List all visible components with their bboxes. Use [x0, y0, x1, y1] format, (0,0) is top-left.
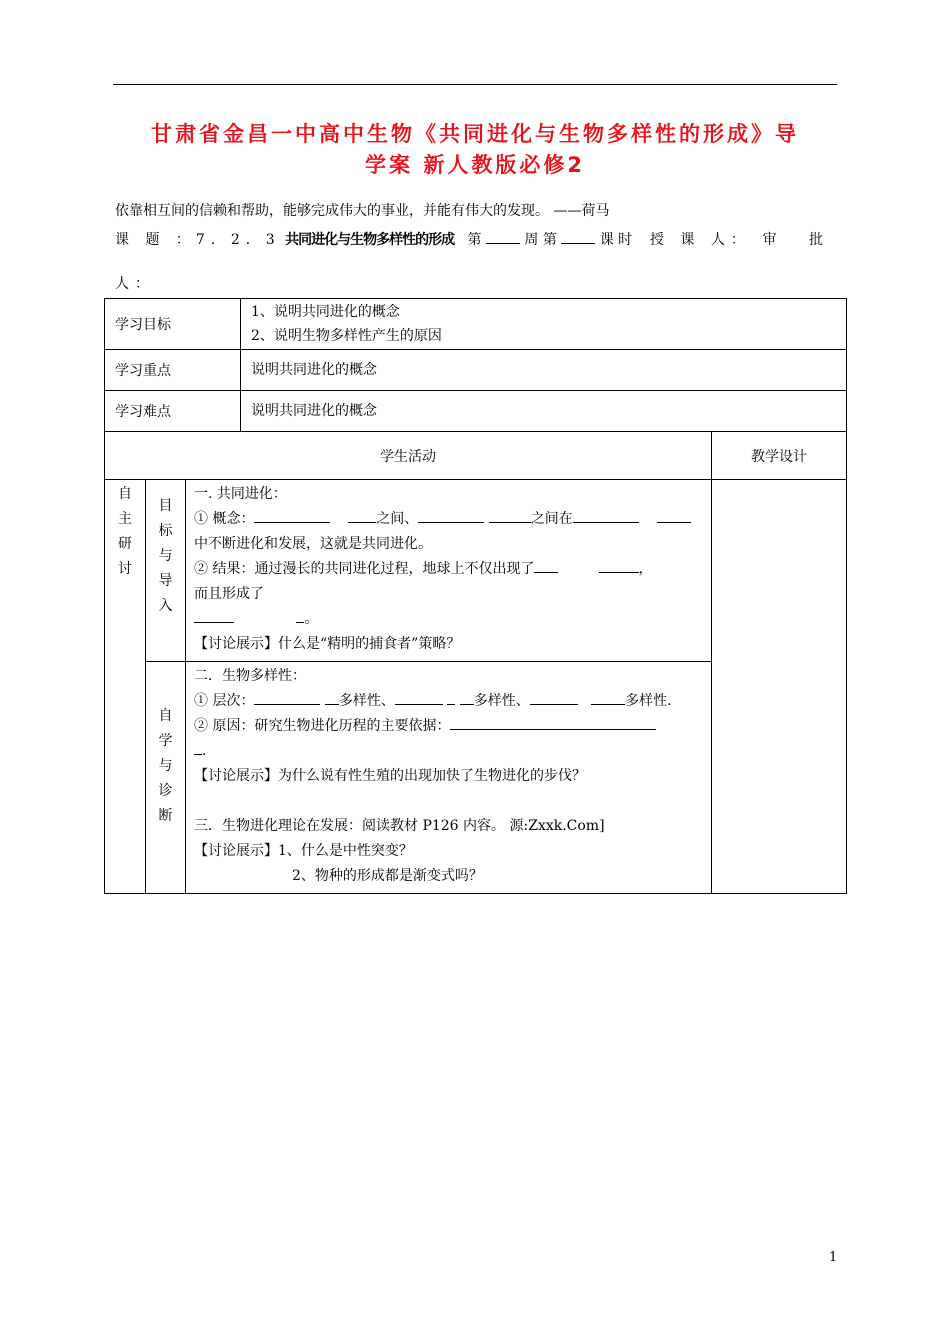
title-line-2: 学案 新人教版必修2 [365, 153, 585, 177]
blank [325, 689, 339, 705]
part3-discussion-line [194, 839, 705, 864]
topic-label: 课 题 ： [115, 232, 196, 248]
result-comma: ， [638, 561, 653, 577]
reason-end: . [202, 743, 207, 759]
blank [460, 689, 474, 705]
blank [254, 507, 330, 523]
concept-mid-2: 之间在 [530, 511, 573, 527]
header-rule [113, 84, 837, 85]
goal-item: 1、说明共同进化的概念 [251, 304, 400, 320]
week-suffix: 周 [524, 232, 539, 248]
table-row [105, 350, 847, 391]
blank [194, 607, 234, 623]
row-value-key-points: 说明共同进化的概念 [241, 350, 847, 391]
period-prefix: 第 [542, 232, 557, 248]
teaching-design-cell [712, 480, 847, 894]
section-self-diagnosis [146, 662, 186, 894]
reason-line [194, 714, 705, 739]
part2-discussion: 【讨论展示】为什么说有性生殖的出现加快了生物进化的步伐？ [194, 768, 586, 784]
table-row [105, 480, 847, 662]
concept-line [194, 507, 705, 532]
levels-item-2: 多样性、 [473, 693, 530, 709]
blank [348, 507, 376, 523]
section-self-diagnosis-label: 自学与诊断 [158, 708, 173, 824]
blank [573, 507, 639, 523]
part3-discussion-label: 【讨论展示】 [194, 843, 278, 859]
header-student-activity: 学生活动 [105, 432, 712, 480]
reason-end-line [194, 739, 705, 764]
blank [447, 689, 455, 705]
blank [489, 507, 531, 523]
table-header-row [105, 432, 847, 480]
blank [254, 689, 320, 705]
blank [418, 507, 484, 523]
levels-item-1: 多样性、 [338, 693, 395, 709]
part1-content [186, 480, 712, 662]
part3-heading: 三．生物进化理论在发展：阅读教材 P126 内容。 [194, 818, 506, 834]
topic-name: 共同进化与生物多样性的形成 [285, 232, 455, 248]
part3-heading-line [194, 814, 705, 839]
table-row [105, 391, 847, 432]
levels-line [194, 689, 705, 714]
row-label-goals: 学习目标 [105, 299, 241, 350]
row-label-difficulties: 学习难点 [105, 391, 241, 432]
section-goal-intro [146, 480, 186, 662]
blank [599, 557, 639, 573]
section-self-study-label: 自主研讨 [118, 486, 132, 577]
study-plan-table [104, 298, 847, 894]
result-end: 。 [304, 611, 319, 627]
week-prefix: 第 [467, 232, 482, 248]
part3-question-1: 1、什么是中性突变？ [278, 843, 413, 859]
course-info-line [115, 229, 837, 251]
section-goal-intro-label: 目标与导入 [158, 498, 173, 614]
levels-item-3: 多样性. [625, 693, 672, 709]
blank [194, 739, 202, 755]
section-self-study [105, 480, 146, 894]
part2-heading: 二．生物多样性： [194, 668, 306, 684]
part2-content [186, 662, 712, 894]
approver-label: 审 批 [762, 232, 837, 248]
concept-mid-1: 之间、 [376, 511, 419, 527]
result-cont: 而且形成了 [194, 586, 264, 602]
week-blank [486, 229, 520, 244]
title-line-1: 甘肃省金昌一中高中生物《共同进化与生物多样性的形成》导 [151, 122, 799, 146]
result-label: ② 结果：通过漫长的共同进化过程，地球上不仅出现了 [194, 561, 535, 577]
row-value-goals [241, 299, 847, 350]
reason-label: ② 原因：研究生物进化历程的主要依据： [194, 718, 451, 734]
approver-label-cont: 人： [115, 276, 155, 292]
concept-end: 中不断进化和发展，这就是共同进化。 [194, 536, 432, 552]
document-title [113, 119, 837, 181]
topic-number: 7．2．3 [195, 232, 281, 248]
part1-heading: 一. 共同进化： [194, 486, 287, 502]
levels-label: ① 层次： [194, 693, 255, 709]
period-suffix: 课 时 [599, 232, 633, 248]
part3-source: 源:Zxxk.Com] [509, 818, 605, 834]
goal-item: 2、说明生物多样性产生的原因 [251, 328, 442, 344]
blank [395, 689, 443, 705]
blank [591, 689, 625, 705]
blank [450, 714, 656, 730]
result-line [194, 557, 705, 582]
blank [530, 689, 578, 705]
part3-question-2: 2、物种的形成都是渐变式吗？ [292, 868, 483, 884]
concept-label: ① 概念： [194, 511, 255, 527]
blank [534, 557, 558, 573]
blank [657, 507, 691, 523]
teacher-label: 授 课 人： [649, 232, 751, 248]
header-teaching-design: 教学设计 [712, 432, 847, 480]
row-value-difficulties: 说明共同进化的概念 [241, 391, 847, 432]
page-number: 1 [829, 1250, 838, 1265]
table-row [105, 299, 847, 350]
result-end-line [194, 607, 705, 632]
part1-discussion: 【讨论展示】什么是“精明的捕食者”策略？ [194, 636, 461, 652]
row-label-key-points: 学习重点 [105, 350, 241, 391]
motto-quote: 依靠相互间的信赖和帮助，能够完成伟大的事业，并能有伟大的发现。 ——荷马 [115, 203, 610, 219]
spacer [194, 789, 705, 814]
period-blank [561, 229, 595, 244]
